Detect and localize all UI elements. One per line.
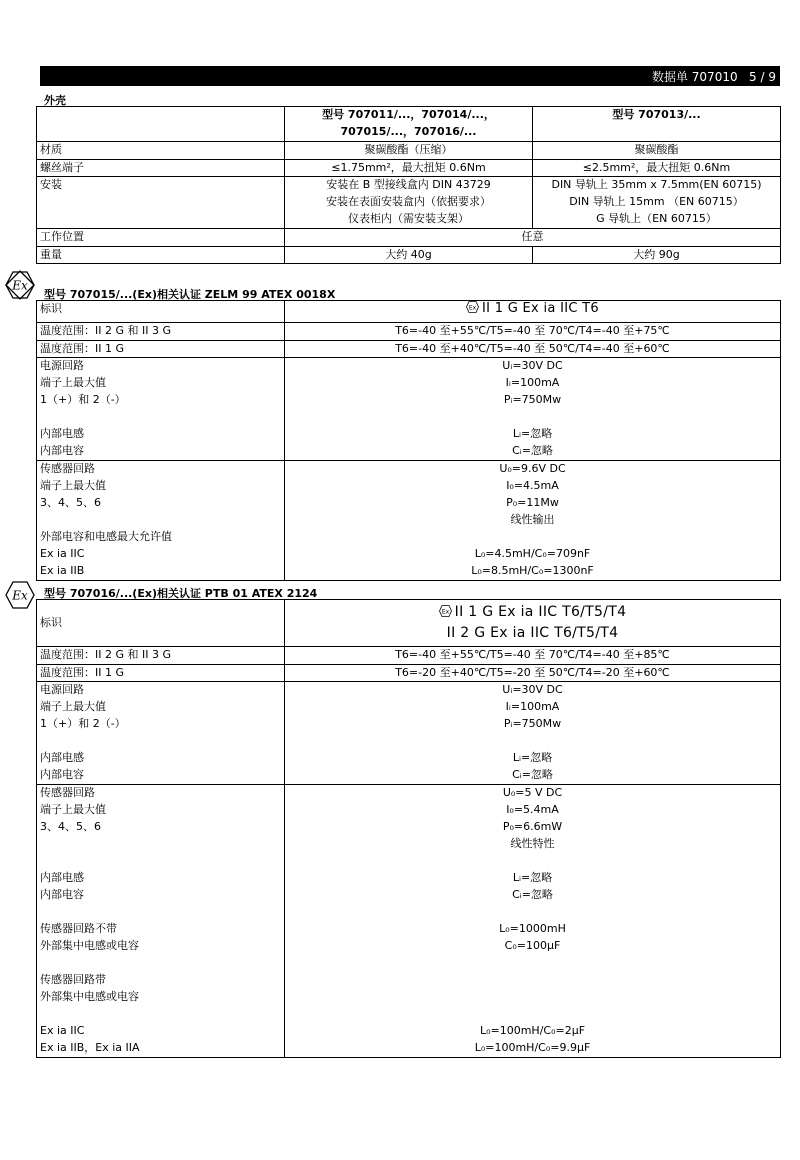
label-line: 外部集中电感或电容 [40,990,139,1003]
label-line: 端子上最大值 [40,803,106,816]
label-line: 传感器回路不带 [40,922,117,935]
value-line: L₀=100mH/C₀=2µF [479,1024,586,1037]
cert2-title: 型号 707016/...(Ex)相关认证 PTB 01 ATEX 2124 [44,587,318,600]
sensor-values [285,461,781,581]
row-label: 重量 [37,246,285,264]
housing-title: 外壳 [44,94,66,107]
marking-label: 标识 [37,600,285,647]
cert1-temp1-row [37,323,781,341]
svg-text:Ex: Ex [12,278,28,293]
value-line: Uᵢ=30V DC [502,359,563,372]
power-values [285,358,781,461]
housing-row-position [37,229,781,247]
row-value-2: 聚碳酸酯 [533,142,781,160]
power-values [285,682,781,785]
marking-text: II 1 G Ex ia IIC T6 [482,301,599,316]
row-label: 工作位置 [37,229,285,247]
value-line: Iᵢ=100mA [505,700,560,713]
label-line: 内部电感 [40,871,84,884]
value-line: 线性输出 [510,513,555,526]
label-line: 传感器回路 [40,462,95,475]
install-values-1 [285,177,533,229]
cert1-table [36,300,781,581]
row-value-1: 聚碳酸酯（压缩） [285,142,533,160]
svg-text:Ex: Ex [12,588,28,603]
value-line: U₀=9.6V DC [499,462,566,475]
label-line [40,904,281,921]
marking-line-1 [288,602,777,623]
value-line: L₀=1000mH [499,922,566,935]
value-line: L₀=8.5mH/C₀=1300nF [471,564,594,577]
cert1-marking-row [37,301,781,323]
label-line: 内部电容 [40,768,84,781]
ex-small-icon [466,301,479,313]
label-line: 端子上最大值 [40,376,106,389]
power-labels [37,682,285,785]
label-line [40,853,281,870]
label-line [40,836,281,853]
row-value-2: 大约 90g [533,246,781,264]
value-line: I₀=4.5mA [506,479,559,492]
housing-header-empty [37,107,285,142]
value-line: Uᵢ=30V DC [502,683,563,696]
marking-value [285,600,781,647]
label-line: 电源回路 [40,683,84,696]
page-number: 5 / 9 [749,70,776,84]
cert2-power-row [37,682,781,785]
temp-value: T6=-20 至+40℃/T5=-20 至 50℃/T4=-20 至+60℃ [285,664,781,682]
label-line: 电源回路 [40,359,84,372]
row-value-1: ≤1.75mm²，最大扭矩 0.6Nm [285,159,533,177]
label-line: 内部电感 [40,427,84,440]
cert2-temp1-row [37,647,781,665]
marking-value [285,301,781,323]
value-line: Iᵢ=100mA [505,376,560,389]
install-v2-line: DIN 导轨上 35mm x 7.5mm(EN 60715) [551,178,762,191]
value-line: I₀=5.4mA [506,803,559,816]
temp-label: 温度范围：II 2 G 和 II 3 G [37,323,285,341]
sensor-labels [37,461,285,581]
svg-text:Ex: Ex [441,608,449,616]
value-line [288,529,777,546]
label-line: 端子上最大值 [40,479,106,492]
cert2-sensor-row [37,785,781,1058]
housing-header-row [37,107,781,142]
temp-value: T6=-40 至+55℃/T5=-40 至 70℃/T4=-40 至+85℃ [285,647,781,665]
row-label: 螺丝端子 [37,159,285,177]
install-values-2 [533,177,781,229]
ex-hexagon-icon [5,270,35,300]
svg-text:Ex: Ex [468,304,477,312]
sensor-labels [37,785,285,1058]
row-value-2: ≤2.5mm²，最大扭矩 0.6Nm [533,159,781,177]
value-line: Pᵢ=750Mw [503,393,562,406]
label-line: 传感器回路带 [40,973,106,986]
temp-label: 温度范围：II 2 G 和 II 3 G [37,647,285,665]
temp-value: T6=-40 至+40℃/T5=-40 至 50℃/T4=-40 至+60℃ [285,340,781,358]
doc-label: 数据单 707010 [651,70,738,84]
value-line [288,989,777,1006]
label-line: 内部电感 [40,751,84,764]
install-v1-line: 仪表柜内（需安装支架） [348,212,469,225]
label-line: 1（+）和 2（-） [40,717,126,730]
housing-col1-line2: 707015/...，707016/... [340,125,477,138]
value-line: Lᵢ=忽略 [512,751,553,764]
cert1-temp2-row [37,340,781,358]
value-line: Lᵢ=忽略 [512,427,553,440]
label-line: 内部电容 [40,444,84,457]
value-line [288,853,777,870]
value-line [288,733,777,750]
label-line: 外部电容和电感最大允许值 [40,530,172,543]
label-line: 传感器回路 [40,786,95,799]
page-header-bar [40,66,780,86]
value-line: P₀=6.6mW [502,820,563,833]
housing-row-terminal [37,159,781,177]
ex-hexagon-icon [5,580,35,610]
marking-line-2 [288,623,777,644]
value-line: L₀=4.5mH/C₀=709nF [474,547,591,560]
housing-col2-header: 型号 707013/... [533,107,781,142]
marking-label: 标识 [37,301,285,323]
cert1-sensor-row [37,461,781,581]
label-line: Ex ia IIC [40,1024,85,1037]
value-line [288,1006,777,1023]
value-line [288,955,777,972]
power-labels [37,358,285,461]
housing-col1-line1: 型号 707011/...，707014/...， [322,108,495,121]
label-line [40,955,281,972]
label-line [40,1006,281,1023]
ex-small-icon [439,605,452,617]
value-line: Lᵢ=忽略 [512,871,553,884]
install-v2-line: DIN 导轨上 15mm （EN 60715） [569,195,744,208]
value-line: Pᵢ=750Mw [503,717,562,730]
cert2-temp2-row [37,664,781,682]
value-line [288,409,777,426]
value-line: Cᵢ=忽略 [512,444,553,457]
temp-label: 温度范围：II 1 G [37,664,285,682]
sensor-values [285,785,781,1058]
value-line: Cᵢ=忽略 [512,768,553,781]
label-line [40,512,281,529]
marking-text-1: II 1 G Ex ia IIC T6/T5/T4 [454,604,627,620]
label-line: 1（+）和 2（-） [40,393,126,406]
label-line: 内部电容 [40,888,84,901]
value-line [288,972,777,989]
cert2-table [36,599,781,1058]
value-line: U₀=5 V DC [502,786,563,799]
housing-col1-header [285,107,533,142]
value-line: L₀=100mH/C₀=9.9µF [474,1041,591,1054]
marking-text-2: II 2 G Ex ia IIC T6/T5/T4 [446,625,619,641]
row-value-1: 大约 40g [285,246,533,264]
label-line: 外部集中电感或电容 [40,939,139,952]
value-line [288,904,777,921]
value-line: C₀=100µF [504,939,561,952]
label-line: 端子上最大值 [40,700,106,713]
label-line: Ex ia IIC [40,547,85,560]
temp-value: T6=-40 至+55℃/T5=-40 至 70℃/T4=-40 至+75℃ [285,323,781,341]
row-label: 材质 [37,142,285,160]
value-line: Cᵢ=忽略 [512,888,553,901]
label-line [40,409,281,426]
value-line: 线性特性 [510,837,555,850]
install-v2-line: G 导轨上（EN 60715） [596,212,717,225]
housing-row-material [37,142,781,160]
label-line: 3、4、5、6 [40,496,101,509]
housing-row-weight [37,246,781,264]
header-text [652,68,776,85]
row-label: 安装 [37,177,285,229]
value-line: P₀=11Mw [506,496,559,509]
temp-label: 温度范围：II 1 G [37,340,285,358]
cert1-power-row [37,358,781,461]
label-line: 3、4、5、6 [40,820,101,833]
label-line: Ex ia IIB，Ex ia IIA [40,1041,140,1054]
label-line [40,733,281,750]
row-value: 任意 [285,229,781,247]
install-v1-line: 安装在 B 型接线盒内 DIN 43729 [326,178,491,191]
housing-table [36,106,781,264]
cert2-marking-row [37,600,781,647]
housing-row-install [37,177,781,229]
install-v1-line: 安装在表面安装盒内（依据要求） [326,195,491,208]
label-line: Ex ia IIB [40,564,85,577]
cert1-title: 型号 707015/...(Ex)相关认证 ZELM 99 ATEX 0018X [44,288,336,301]
